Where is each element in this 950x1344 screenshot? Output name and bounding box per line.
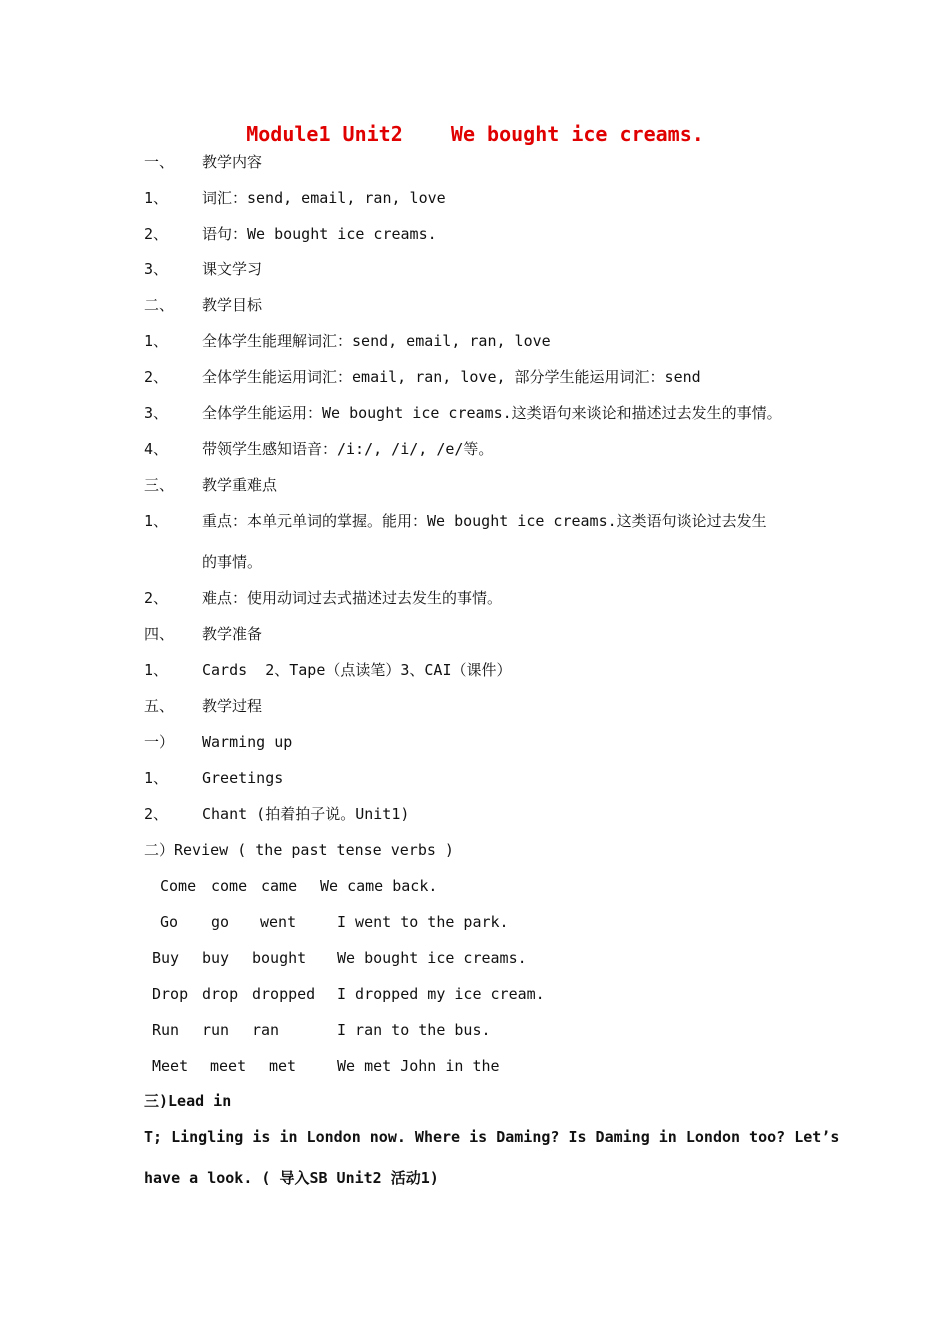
outline-text: 教学目标 xyxy=(202,296,263,314)
verb-form: Buy xyxy=(152,949,180,967)
outline-text: Chant (拍着拍子说。Unit1) xyxy=(202,805,410,823)
outline-number: 3、 xyxy=(144,404,169,422)
outline-number: 1、 xyxy=(144,332,169,350)
outline-number: 五、 xyxy=(144,697,175,715)
verb-example-sentence: We bought ice creams. xyxy=(337,949,527,967)
verb-form: Meet xyxy=(152,1057,189,1075)
outline-text: 词汇：send, email, ran, love xyxy=(202,189,446,207)
verb-form: Run xyxy=(152,1021,180,1039)
outline-number: 2、 xyxy=(144,225,169,243)
outline-number: 一、 xyxy=(144,153,175,171)
verb-form: met xyxy=(269,1057,297,1075)
outline-number: 一） xyxy=(144,733,175,751)
outline-number: 3、 xyxy=(144,260,169,278)
lead-in-line-1: T; Lingling is in London now. Where is Daming? Is Daming in London too? Let’s xyxy=(144,1128,840,1146)
outline-number: 1、 xyxy=(144,769,169,787)
verb-example-sentence: We came back. xyxy=(320,877,438,895)
lead-in-line-2: have a look. ( 导入SB Unit2 活动1) xyxy=(144,1169,439,1187)
outline-text: 难点：使用动词过去式描述过去发生的事情。 xyxy=(202,589,503,607)
outline-number: 2、 xyxy=(144,368,169,386)
verb-example-sentence: I ran to the bus. xyxy=(337,1021,491,1039)
outline-number: 2、 xyxy=(144,805,169,823)
verb-form: came xyxy=(261,877,298,895)
verb-form: bought xyxy=(252,949,307,967)
verb-form: go xyxy=(211,913,230,931)
verb-form: come xyxy=(211,877,248,895)
outline-text: 全体学生能运用词汇：email, ran, love, 部分学生能运用词汇：send xyxy=(202,368,701,386)
outline-number: 二、 xyxy=(144,296,175,314)
outline-number: 1、 xyxy=(144,512,169,530)
verb-example-sentence: I dropped my ice cream. xyxy=(337,985,545,1003)
verb-form: drop xyxy=(202,985,239,1003)
outline-number: 4、 xyxy=(144,440,169,458)
verb-form: ran xyxy=(252,1021,280,1039)
outline-text: Warming up xyxy=(202,733,293,751)
outline-number: 1、 xyxy=(144,189,169,207)
verb-form: Come xyxy=(160,877,197,895)
verb-form: Go xyxy=(160,913,179,931)
outline-text: 课文学习 xyxy=(202,260,263,278)
outline-text: 语句：We bought ice creams. xyxy=(202,225,437,243)
outline-text: Greetings xyxy=(202,769,284,787)
verb-example-sentence: I went to the park. xyxy=(337,913,509,931)
verb-form: dropped xyxy=(252,985,316,1003)
outline-text: 的事情。 xyxy=(202,553,263,571)
verb-example-sentence: We met John in the xyxy=(337,1057,500,1075)
outline-number: 2、 xyxy=(144,589,169,607)
outline-text: 教学内容 xyxy=(202,153,263,171)
outline-text: 重点：本单元单词的掌握。能用：We bought ice creams.这类语句谈论过去发生 xyxy=(202,512,767,530)
outline-text: 教学准备 xyxy=(202,625,263,643)
outline-text: 全体学生能运用：We bought ice creams.这类语句来谈论和描述过去发生的事情。 xyxy=(202,404,782,422)
page-title: Module1 Unit2 We bought ice creams. xyxy=(246,122,704,146)
outline-number: 1、 xyxy=(144,661,169,679)
verb-form: went xyxy=(260,913,297,931)
outline-text: 带领学生感知语音：/i:/, /i/, /e/等。 xyxy=(202,440,494,458)
outline-number: 三、 xyxy=(144,476,175,494)
outline-number: 四、 xyxy=(144,625,175,643)
verb-form: meet xyxy=(210,1057,247,1075)
verb-form: Drop xyxy=(152,985,189,1003)
outline-text: 教学过程 xyxy=(202,697,263,715)
outline-text: 全体学生能理解词汇：send, email, ran, love xyxy=(202,332,551,350)
lead-in-heading: 三)Lead in xyxy=(144,1092,232,1110)
outline-text: Cards 2、Tape（点读笔）3、CAI（课件） xyxy=(202,661,512,679)
verb-form: run xyxy=(202,1021,230,1039)
outline-text: 教学重难点 xyxy=(202,476,278,494)
review-heading: 二）Review ( the past tense verbs ) xyxy=(144,841,454,859)
verb-form: buy xyxy=(202,949,230,967)
